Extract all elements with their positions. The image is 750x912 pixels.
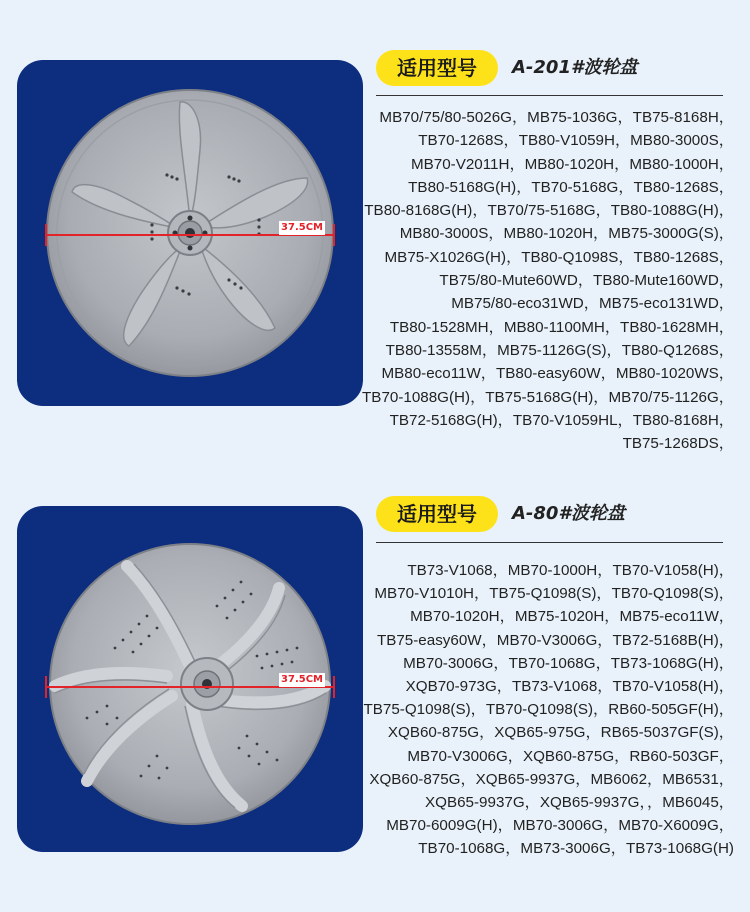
model-line: TB70-1088G(H)，TB75-5168G(H)，MB70/75-1126G，	[362, 388, 734, 406]
model-line: MB70-1020H，MB75-1020H，MB75-eco11W，	[410, 608, 734, 626]
product-model-title: A-80#波轮盘	[512, 503, 625, 524]
model-line: MB80-3000S，MB80-1020H，MB75-3000G(S)，	[399, 225, 734, 243]
diameter-label: 37.5CM	[281, 674, 323, 685]
model-line: XQB60-875G，XQB65-9937G，MB6062，MB6531，	[369, 770, 734, 788]
model-line: TB80-5168G(H)，TB70-5168G，TB80-1268S，	[408, 178, 734, 196]
model-line: TB80-8168G(H)，TB70/75-5168G，TB80-1088G(H)，	[364, 202, 734, 220]
title-divider	[376, 95, 723, 96]
dimension-tick-left	[45, 224, 47, 246]
compatible-models-badge: 适用型号	[376, 496, 498, 532]
model-line: MB70-6009G(H)，MB70-3006G，MB70-X6009G，	[386, 817, 734, 835]
dimension-tick-left	[45, 676, 47, 698]
product-section-a80	[0, 456, 750, 912]
model-line: MB80-eco11W，TB80-easy60W，MB80-1020WS，	[381, 365, 734, 383]
model-line: MB70-V2011H，MB80-1020H，MB80-1000H，	[410, 155, 734, 173]
compatible-models-badge: 适用型号	[376, 50, 498, 86]
diameter-label: 37.5CM	[281, 222, 323, 233]
compatible-model-list	[354, 106, 734, 455]
model-line: MB70-3006G，TB70-1068G，TB73-1068G(H)，	[403, 654, 734, 672]
model-line: MB70-V3006G，XQB60-875G，RB60-503GF，	[407, 747, 734, 765]
model-line: TB80-1528MH，MB80-1100MH，TB80-1628MH，	[389, 318, 734, 336]
title-divider	[376, 542, 723, 543]
product-photo-panel	[17, 60, 363, 406]
model-line: MB70-V1010H，TB75-Q1098(S)，TB70-Q1098(S)，	[374, 585, 734, 603]
model-line: TB70-1068G，MB73-3006G，TB73-1068G(H)	[418, 840, 734, 858]
dimension-tick-right	[333, 676, 335, 698]
model-line: TB80-13558M，MB75-1126G(S)，TB80-Q1268S，	[385, 341, 734, 359]
model-line: MB75-X1026G(H)，TB80-Q1098S，TB80-1268S，	[384, 248, 734, 266]
compatible-model-list	[354, 559, 734, 861]
model-line: MB75/80-eco31WD，MB75-eco131WD，	[451, 295, 734, 313]
diameter-dimension-line	[47, 222, 333, 236]
model-line: TB75/80-Mute60WD，TB80-Mute160WD，	[439, 272, 734, 290]
model-line: TB72-5168G(H)，TB70-V1059HL，TB80-8168H，	[389, 411, 734, 429]
diameter-dimension-line	[47, 674, 333, 688]
model-line: TB75-Q1098(S)，TB70-Q1098(S)，RB60-505GF(H)，	[363, 701, 734, 719]
model-line: TB75-easy60W，MB70-V3006G，TB72-5168B(H)，	[376, 631, 734, 649]
product-model-title: A-201#波轮盘	[512, 57, 638, 78]
model-line: TB75-1268DS，	[622, 435, 734, 453]
model-line: XQB65-9937G，XQB65-9937G，，MB6045，	[425, 794, 734, 812]
product-photo-panel	[17, 506, 363, 852]
model-line: XQB60-875G，XQB65-975G，RB65-5037GF(S)，	[387, 724, 734, 742]
model-line: XQB70-973G，TB73-V1068，TB70-V1058(H)，	[405, 678, 734, 696]
model-line: TB70-1268S，TB80-V1059H，MB80-3000S，	[418, 132, 734, 150]
model-line: MB70/75/80-5026G，MB75-1036G，TB75-8168H，	[379, 109, 734, 126]
dimension-tick-right	[333, 224, 335, 246]
model-line: TB73-V1068，MB70-1000H，TB70-V1058(H)，	[407, 562, 734, 579]
